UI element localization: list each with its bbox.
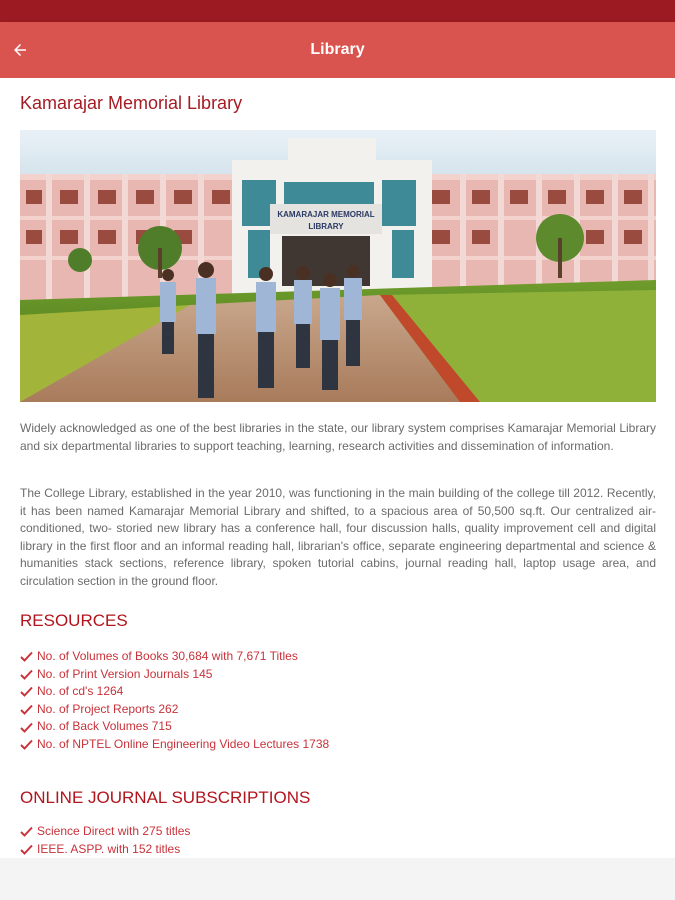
list-item-label: No. of Volumes of Books 30,684 with 7,671 Titles bbox=[37, 649, 298, 663]
banner-sign-line-2: LIBRARY bbox=[308, 222, 344, 231]
list-item-label: IEEE. ASPP. with 152 titles bbox=[37, 841, 181, 856]
app-bar-title: Library bbox=[310, 41, 365, 58]
check-icon bbox=[20, 826, 33, 837]
bottom-bar bbox=[0, 858, 675, 900]
history-paragraph: The College Library, established in the year 2010, was functioning in the main building of the college till 2012. Recently, it has been named Kamarajar Memorial Library and shifted, to a spacious area of 50,500 sq.ft. Our centralized air-conditioned, two- storied new library has a conference hall, four discussion halls, quality improvement cell and digital library in the first floor and an informal reading hall, librarian's office, separate engineering departmental and science & humanities stack sections, reference library, spoken tutorial cabins, journal reading hall, laptop usage area, and circulation section in the ground floor. bbox=[20, 486, 656, 588]
list-item bbox=[20, 736, 329, 754]
app-bar bbox=[0, 22, 675, 78]
list-item bbox=[20, 823, 190, 841]
list-item-label: No. of Back Volumes 715 bbox=[37, 719, 172, 734]
check-icon bbox=[20, 651, 33, 662]
list-item bbox=[20, 666, 329, 684]
back-button[interactable] bbox=[6, 36, 34, 64]
list-item bbox=[20, 648, 329, 666]
check-icon bbox=[20, 704, 33, 715]
check-icon bbox=[20, 722, 33, 733]
arrow-left-icon bbox=[11, 41, 29, 59]
resources-heading: RESOURCES bbox=[20, 611, 128, 630]
list-item bbox=[20, 683, 329, 701]
check-icon bbox=[20, 669, 33, 680]
content-scroll[interactable] bbox=[0, 78, 675, 858]
status-bar bbox=[0, 0, 675, 22]
list-item-label: No. of cd's 1264 bbox=[37, 684, 124, 699]
list-item-label: Science Direct with 275 titles bbox=[37, 824, 191, 838]
list-item-label: No. of NPTEL Online Engineering Video Lectures 1738 bbox=[37, 736, 330, 751]
list-item bbox=[20, 841, 190, 858]
check-icon bbox=[20, 844, 33, 855]
list-item bbox=[20, 718, 329, 736]
list-item bbox=[20, 701, 329, 719]
banner-sign-line-1: KAMARAJAR MEMORIAL bbox=[277, 210, 375, 219]
subscriptions-list bbox=[20, 823, 190, 858]
check-icon bbox=[20, 686, 33, 697]
intro-paragraph: Widely acknowledged as one of the best libraries in the state, our library system comprises Kamarajar Memorial Library and six departmental libraries to support teaching, learning, research activities and dissemination of information. bbox=[20, 421, 656, 453]
page-title: Kamarajar Memorial Library bbox=[20, 93, 243, 113]
subscriptions-heading: ONLINE JOURNAL SUBSCRIPTIONS bbox=[20, 788, 311, 807]
list-item-label: No. of Print Version Journals 145 bbox=[37, 666, 213, 681]
check-icon bbox=[20, 739, 33, 750]
library-building-photo bbox=[20, 130, 656, 402]
list-item-label: No. of Project Reports 262 bbox=[37, 701, 179, 716]
resources-list bbox=[20, 648, 329, 754]
